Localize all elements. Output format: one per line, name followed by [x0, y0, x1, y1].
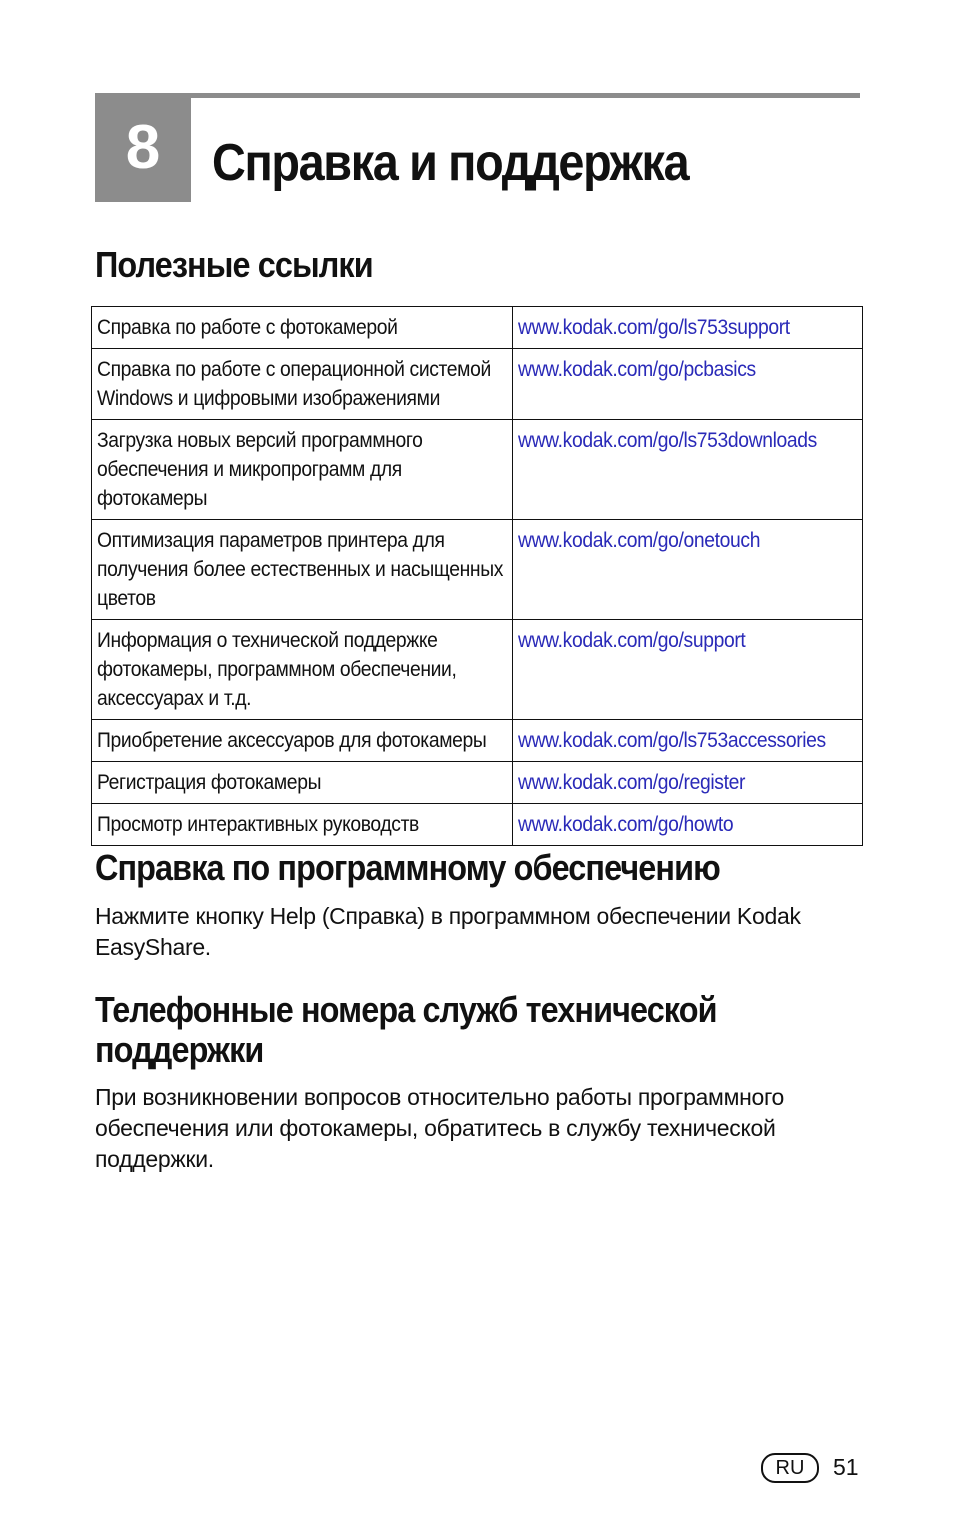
link-description: Загрузка новых версий программного обеспечения и микропрограмм для фотокамеры	[92, 420, 513, 520]
link-url[interactable]: www.kodak.com/go/register	[513, 762, 863, 804]
software-help-text: Нажмите кнопку Help (Справка) в программном обеспечении Kodak EasyShare.	[95, 903, 801, 960]
useful-links-table	[91, 306, 863, 846]
table-row	[92, 620, 863, 720]
link-description: Приобретение аксессуаров для фотокамеры	[92, 720, 513, 762]
table-row	[92, 720, 863, 762]
link-url[interactable]: www.kodak.com/go/support	[513, 620, 863, 720]
table-row	[92, 804, 863, 846]
link-url[interactable]: www.kodak.com/go/pcbasics	[513, 349, 863, 420]
table-row	[92, 762, 863, 804]
table-row	[92, 307, 863, 349]
link-description: Справка по работе с операционной системой Windows и цифровыми изображениями	[92, 349, 513, 420]
link-url[interactable]: www.kodak.com/go/onetouch	[513, 520, 863, 620]
chapter-number-box: 8	[95, 93, 191, 202]
phone-support-heading: Телефонные номера служб технической поддержки	[95, 989, 717, 1070]
link-description: Справка по работе с фотокамерой	[92, 307, 513, 349]
useful-links-heading: Полезные ссылки	[95, 244, 373, 285]
table-row	[92, 420, 863, 520]
chapter-header-rule	[190, 93, 860, 98]
link-description: Просмотр интерактивных руководств	[92, 804, 513, 846]
table-row	[92, 349, 863, 420]
phone-support-text: При возникновении вопросов относительно работы программного обеспечения или фотокамеры, обратитесь в службу технической поддержки.	[95, 1084, 785, 1172]
link-description: Информация о технической поддержке фотокамеры, программном обеспечении, аксессуарах и т.д.	[92, 620, 513, 720]
language-badge: RU	[761, 1453, 819, 1483]
chapter-title: Справка и поддержка	[212, 134, 689, 192]
link-description: Оптимизация параметров принтера для получения более естественных и насыщенных цветов	[92, 520, 513, 620]
page-number: 51	[833, 1454, 859, 1480]
link-url[interactable]: www.kodak.com/go/ls753downloads	[513, 420, 863, 520]
table-row	[92, 520, 863, 620]
link-url[interactable]: www.kodak.com/go/ls753accessories	[513, 720, 863, 762]
software-help-heading: Справка по программному обеспечению	[95, 847, 720, 888]
link-url[interactable]: www.kodak.com/go/ls753support	[513, 307, 863, 349]
link-url[interactable]: www.kodak.com/go/howto	[513, 804, 863, 846]
link-description: Регистрация фотокамеры	[92, 762, 513, 804]
